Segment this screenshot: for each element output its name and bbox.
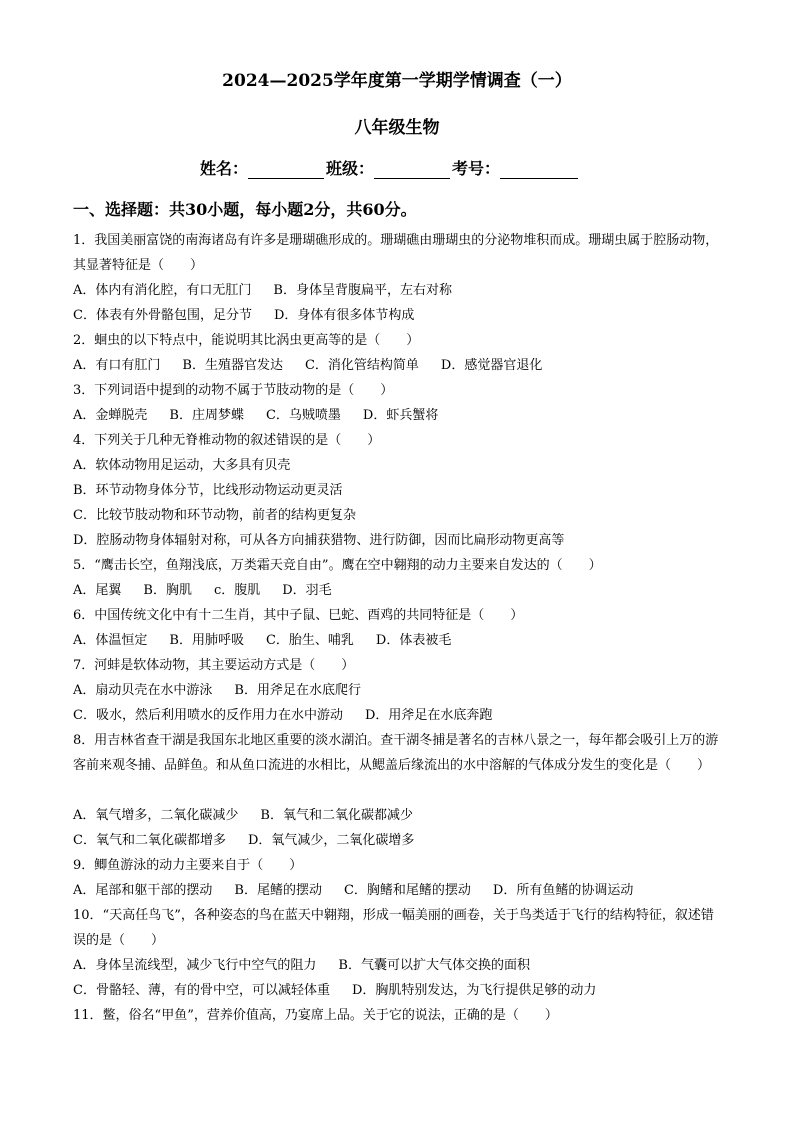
option: B．胸肌 xyxy=(143,583,192,598)
exam-subtitle: 八年级生物 xyxy=(354,118,440,138)
question-options xyxy=(73,403,460,428)
option: B．生殖器官发达 xyxy=(182,358,283,373)
option: A．体内有消化腔，有口无肛门 xyxy=(73,283,252,298)
question-options xyxy=(73,578,354,603)
question-options xyxy=(73,528,586,553)
question-options xyxy=(73,803,435,828)
question-options xyxy=(73,353,564,378)
option: C．体表有外骨骼包围，足分节 xyxy=(73,308,252,323)
option: B．气囊可以扩大气体交换的面积 xyxy=(338,958,530,973)
option: B．用斧足在水底爬行 xyxy=(234,683,361,698)
question-options xyxy=(73,678,383,703)
question-stem: 5．“鹰击长空，鱼翔浅底，万类霜天竞自由”。鹰在空中翱翔的动力主要来自发达的（ ） xyxy=(73,558,602,573)
option: B．庄周梦蝶 xyxy=(169,408,244,423)
option: D．体表被毛 xyxy=(375,633,452,648)
option: A．软体动物用足运动，大多具有贝壳 xyxy=(73,458,291,473)
option: B．尾鳍的摆动 xyxy=(234,883,322,898)
option: D．虾兵蟹将 xyxy=(362,408,439,423)
question-options xyxy=(73,278,474,303)
section-heading: 一、选择题：共30小题，每小题2分，共60分。 xyxy=(73,200,417,219)
option: A．有口有肛门 xyxy=(73,358,161,373)
question-options xyxy=(73,453,312,478)
option: B．氧气和二氧化碳都减少 xyxy=(260,808,413,823)
name-label: 姓名： xyxy=(200,159,249,178)
option: D．胸肌特别发达，为飞行提供足够的动力 xyxy=(351,983,597,998)
option: C．乌贼喷墨 xyxy=(265,408,341,423)
question-stem: 4．下列关于几种无脊椎动物的叙述错误的是（ ） xyxy=(73,433,381,448)
exam-title: 2024—2025学年度第一学期学情调查（一） xyxy=(222,71,572,91)
option: D．羽毛 xyxy=(282,583,332,598)
option: C．胎生、哺乳 xyxy=(265,633,354,648)
question-stem: 6．中国传统文化中有十二生肖，其中子鼠、巳蛇、酉鸡的共同特征是（ ） xyxy=(73,608,524,623)
question-stem: 8．用吉林省查干湖是我国东北地区重要的淡水湖泊。查干湖冬捕是著名的吉林八景之一，每年都会吸引上万的游客前来观冬捕、品鲜鱼。和从鱼口流进的水相比，从鳃盖后缘流出的水中溶解的气体成分发生的变化是（ ） xyxy=(73,733,719,773)
question-options xyxy=(73,478,365,503)
question-options xyxy=(73,878,655,903)
question-options xyxy=(73,828,436,853)
question-stem: 11．鳖，俗名“甲鱼”，营养价值高，乃宴席上品。关于它的说法，正确的是（ ） xyxy=(73,1008,558,1023)
option: A．氧气增多，二氧化碳减少 xyxy=(73,808,239,823)
question-options xyxy=(73,503,378,528)
option: B．用肺呼吸 xyxy=(169,633,244,648)
option: A．金蝉脱壳 xyxy=(73,408,148,423)
exam-no-blank[interactable] xyxy=(500,160,578,179)
option: B．身体呈背腹扁平，左右对称 xyxy=(273,283,452,298)
option: D．身体有很多体节构成 xyxy=(273,308,415,323)
question-stem: 3．下列词语中提到的动物不属于节肢动物的是（ ） xyxy=(73,383,394,398)
question-stem: 2．蛔虫的以下特点中，能说明其比涡虫更高等的是（ ） xyxy=(73,333,420,348)
class-label: 班级： xyxy=(326,159,375,178)
option: A．尾部和躯干部的摆动 xyxy=(73,883,213,898)
option: C．氧气和二氧化碳都增多 xyxy=(73,833,226,848)
option: C．吸水，然后利用喷水的反作用力在水中游动 xyxy=(73,708,343,723)
question-options xyxy=(73,303,436,328)
question-options xyxy=(73,953,552,978)
option: D．腔肠动物身体辐射对称，可从各方向捕获猎物、进行防御，因而比扁形动物更高等 xyxy=(73,533,565,548)
question-options xyxy=(73,628,473,653)
question-stem: 1．我国美丽富饶的南海诸岛有许多是珊瑚礁形成的。珊瑚礁由珊瑚虫的分泌物堆积而成。珊瑚虫属于腔肠动物，其显著特征是（ ） xyxy=(73,233,719,273)
option: A．身体呈流线型，减少飞行中空气的阻力 xyxy=(73,958,317,973)
student-info-line xyxy=(200,156,580,179)
class-blank[interactable] xyxy=(374,160,450,179)
option: A．尾翼 xyxy=(73,583,122,598)
option: A．体温恒定 xyxy=(73,633,148,648)
option: C．比较节肢动物和环节动物，前者的结构更复杂 xyxy=(73,508,356,523)
option: C．胸鳍和尾鳍的摆动 xyxy=(343,883,471,898)
option: D．氧气减少，二氧化碳增多 xyxy=(247,833,415,848)
question-stem: 9．鲫鱼游泳的动力主要来自于（ ） xyxy=(73,858,303,873)
name-blank[interactable] xyxy=(248,160,324,179)
option: D．用斧足在水底奔跑 xyxy=(364,708,493,723)
exam-no-label: 考号： xyxy=(452,159,501,178)
option: c．腹肌 xyxy=(213,583,261,598)
question-options xyxy=(73,703,514,728)
option: A．扇动贝壳在水中游泳 xyxy=(73,683,213,698)
question-options xyxy=(73,978,618,1003)
question-stem: 7．河蚌是软体动物，其主要运动方式是（ ） xyxy=(73,658,355,673)
option: D．感觉器官退化 xyxy=(440,358,543,373)
question-stem: 10．“天高任鸟飞”，各种姿态的鸟在蓝天中翱翔，形成一幅美丽的画卷，关于鸟类适于飞行的结构特征，叙述错误的是（ ） xyxy=(73,908,714,948)
option: C．骨骼轻、薄，有的骨中空，可以减轻体重 xyxy=(73,983,330,998)
option: D．所有鱼鳍的协调运动 xyxy=(492,883,634,898)
option: C．消化管结构简单 xyxy=(304,358,419,373)
option: B．环节动物身体分节，比线形动物运动更灵活 xyxy=(73,483,343,498)
